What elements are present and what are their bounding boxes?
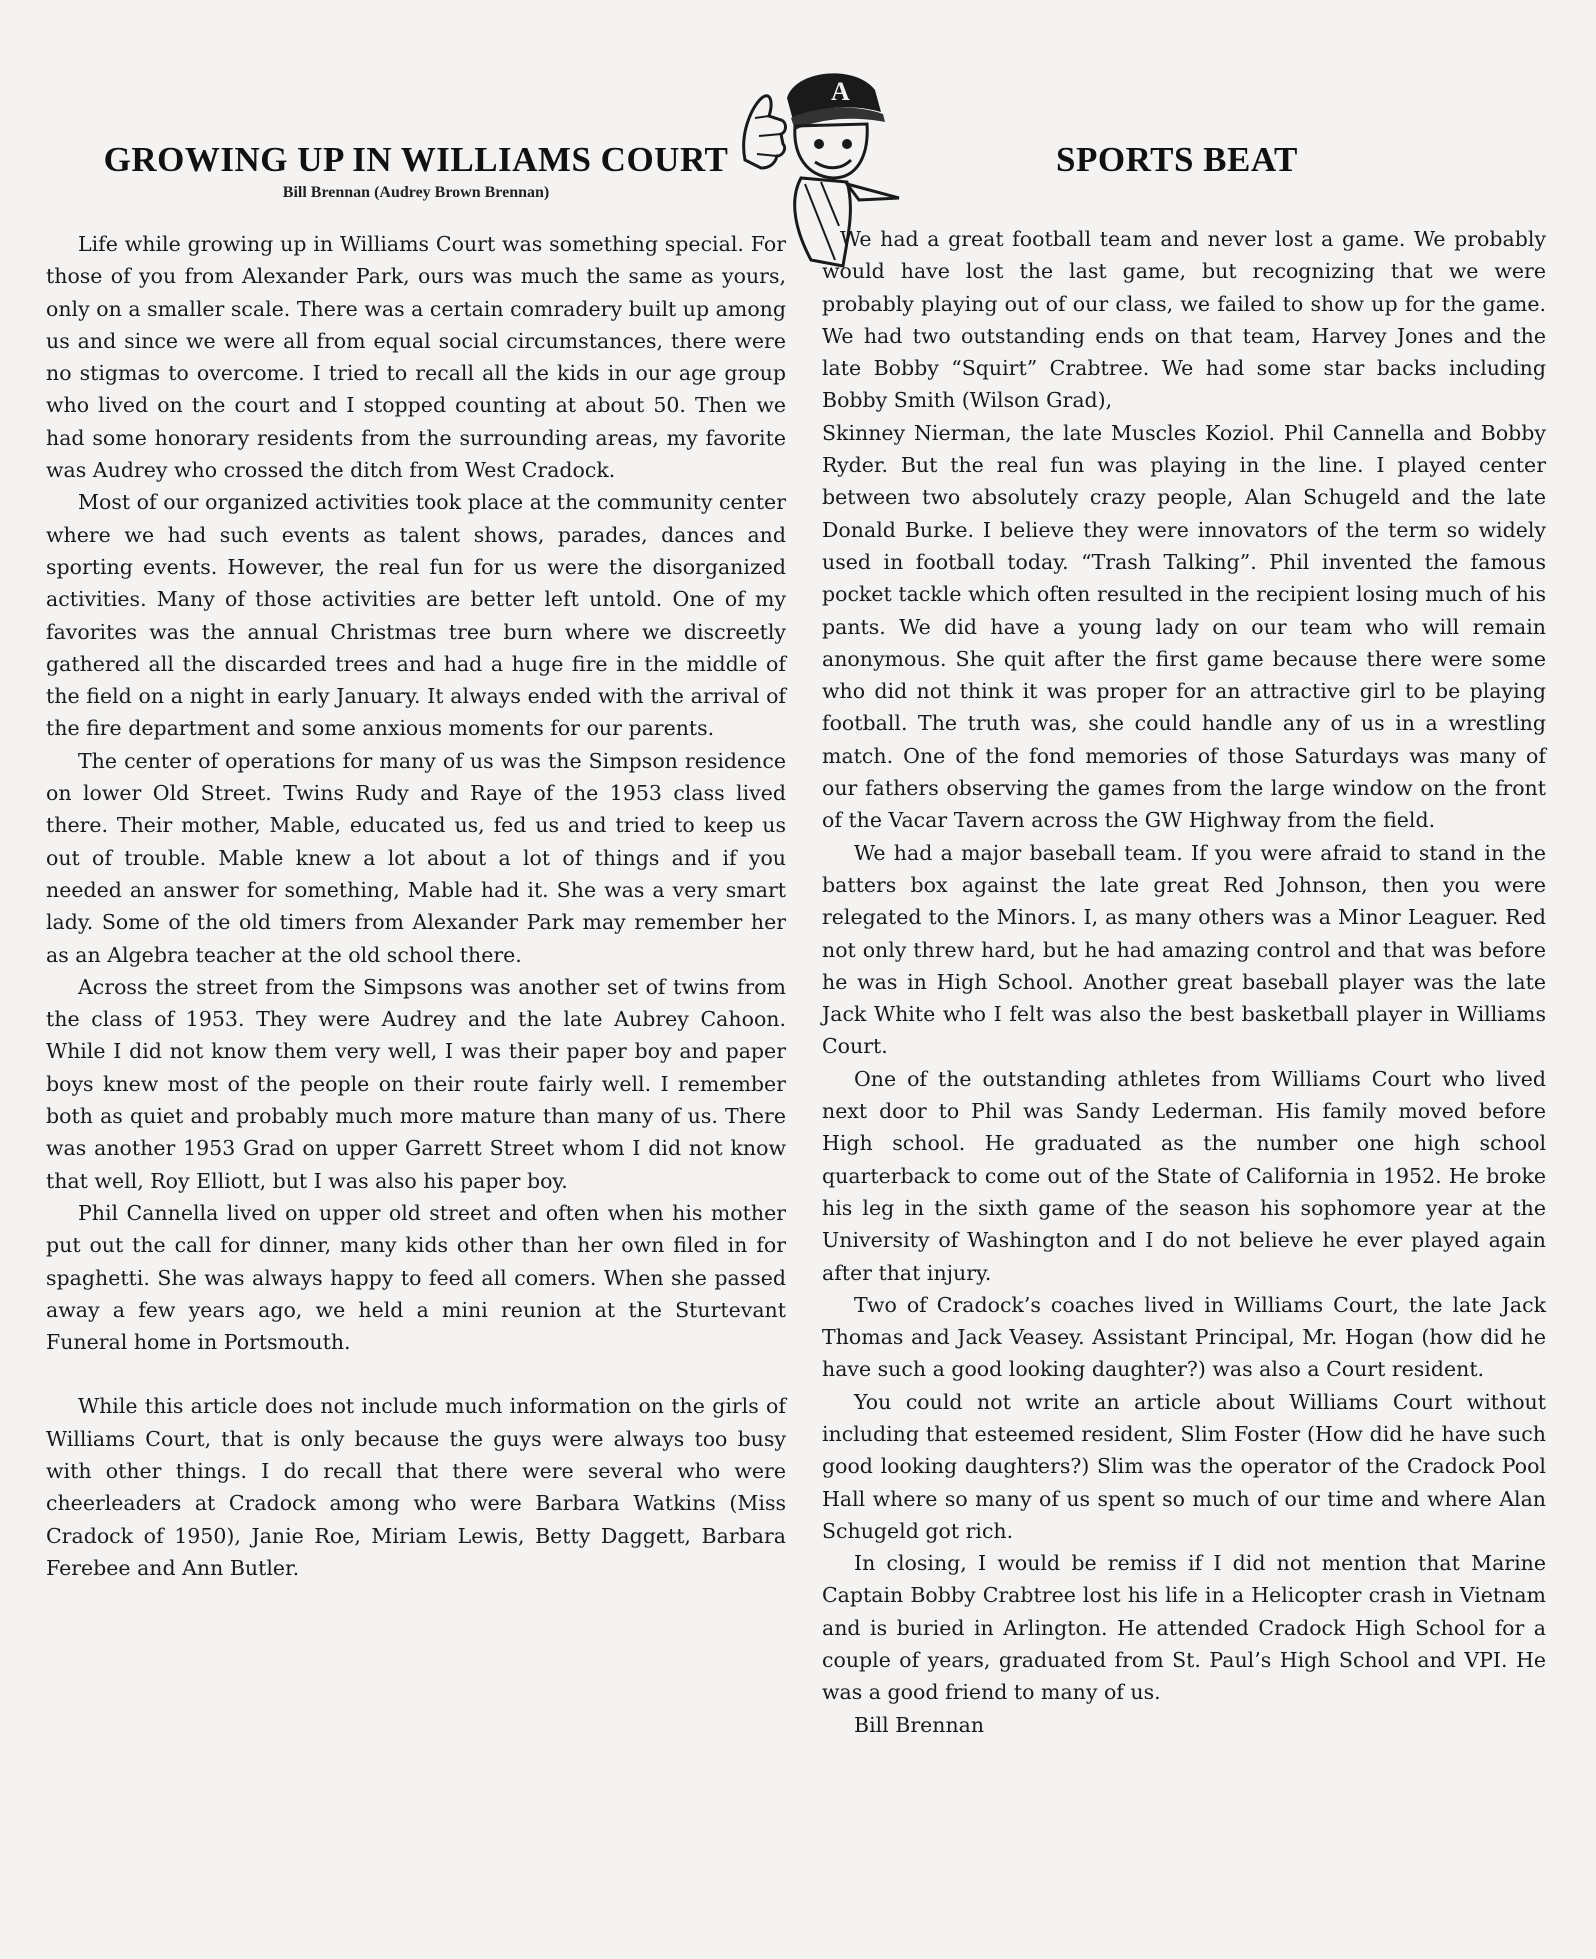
paragraph: Across the street from the Simpsons was another set of twins from the class of 1953. They were Audrey and the late Aubrey Cahoon. While I did not know them very well, I was their paper boy and paper boys knew most of the people on their route fairly well. I remember both as quiet and probably much more mature than many of us. There was another 1953 Grad on upper Garrett Street whom I did not know that well, Roy Elliott, but I was also his paper boy.: [46, 974, 786, 1193]
paragraph: The center of operations for many of us was the Simpson residence on lower Old Street. Twins Rudy and Raye of the 1953 class lived there. Their mother, Mable, educated us, fed us and tried to keep us out of trouble. Mable knew a lot about a lot of things and if you needed an answer for something, Mable had it. She was a very smart lady. Some of the old timers from Alexander Park may remember her as an Algebra teacher at the old school there.: [46, 748, 786, 967]
paragraph: Skinney Nierman, the late Muscles Koziol. Phil Cannella and Bobby Ryder. But the real fun was playing in the line. I played center between two absolutely crazy people, Alan Schugeld and the late Donald Burke. I believe they were innovators of the term so widely used in football today. “Trash Talking”. Phil invented the famous pocket tackle which often resulted in the recipient losing much of his pants. We did have a young lady on our team who will remain anonymous. She quit after the first game because there were some who did not think it was proper for an attractive girl to be playing football. The truth was, she could handle any of us in a wrestling match. One of the fond memories of those Saturdays was many of our fathers observing the games from the large window on the front of the Vacar Tavern across the GW Highway from the field.: [822, 420, 1546, 833]
article-title: SPORTS BEAT: [1056, 140, 1298, 179]
paragraph: Most of our organized activities took place at the community center where we had such events as talent shows, parades, dances and sporting events. However, the real fun for us were the disorganized activities. Many of those activities are better left untold. One of my favorites was the annual Christmas tree burn where we discreetly gathered all the discarded trees and had a huge fire in the middle of the field on a night in early January. It always ended with the arrival of the fire department and some anxious moments for our parents.: [46, 490, 786, 741]
paragraph: One of the outstanding athletes from Williams Court who lived next door to Phil was Sandy Lederman. His family moved before High school. He graduated as the number one high school quarterback to come out of the State of California in 1952. He broke his leg in the sixth game of the season his sophomore year at the University of Washington and I do not believe he ever played again after that injury.: [822, 1066, 1546, 1285]
paragraph: In closing, I would be remiss if I did not mention that Marine Captain Bobby Crabtree lost his life in a Helicopter crash in Vietnam and is buried in Arlington. He attended Cradock High School for a couple of years, graduated from St. Paul’s High School and VPI. He was a good friend to many of us.: [822, 1551, 1546, 1705]
logo-letter: A: [831, 77, 850, 106]
paragraph: Two of Cradock’s coaches lived in Williams Court, the late Jack Thomas and Jack Veasey. Assistant Principal, Mr. Hogan (how did he have such a good looking daughter?) was also a Court resident.: [822, 1292, 1546, 1382]
paragraph: Phil Cannella lived on upper old street and often when his mother put out the call for dinner, many kids other than her own filed in for spaghetti. She was always happy to feed all comers. When she passed away a few years ago, we held a mini reunion at the Sturtevant Funeral home in Portsmouth.: [46, 1200, 786, 1355]
paragraph: You could not write an article about Williams Court without including that esteemed resident, Slim Foster (How did he have such good looking daughters?) Slim was the operator of the Cradock Pool Hall where so many of us spent so much of our time and where Alan Schugeld got rich.: [822, 1389, 1546, 1543]
paragraph: Life while growing up in Williams Court was something special. For those of you from Alexander Park, ours was much the same as yours, only on a smaller scale. There was a certain comradery built up among us and since we were all from equal social circumstances, there were no stigmas to overcome. I tried to recall all the kids in our age group who lived on the court and I stopped counting at about 50. Then we had some honorary residents from the surrounding areas, my favorite was Audrey who crossed the ditch from West Cradock.: [46, 232, 786, 483]
article-growing-up: [46, 140, 786, 1584]
paragraph: We had a great football team and never lost a game. We probably would have lost the last game, but recognizing that we were probably playing out of our class, we failed to show up for the game. We had two outstanding ends on that team, Harvey Jones and the late Bobby “Squirt” Crabtree. We had some star backs including Bobby Smith (Wilson Grad),: [822, 227, 1546, 413]
article-sports-beat: [822, 140, 1546, 1741]
paragraph: We had a major baseball team. If you were afraid to stand in the batters box against the late great Red Johnson, then you were relegated to the Minors. I, as many others was a Minor Leaguer. Red not only threw hard, but he had amazing control and that was before he was in High School. Another great baseball player was the late Jack White who I felt was also the best basketball player in Williams Court.: [822, 840, 1546, 1059]
article-body: [822, 223, 1546, 1741]
article-byline: Bill Brennan (Audrey Brown Brennan): [282, 184, 550, 201]
article-body: [46, 228, 786, 1584]
paragraph: While this article does not include much information on the girls of Williams Court, that is only because the guys were always too busy with other things. I do recall that there were several who were cheerleaders at Cradock among who were Barbara Watkins (Miss Cradock of 1950), Janie Roe, Miriam Lewis, Betty Daggett, Barbara Ferebee and Ann Butler.: [46, 1394, 786, 1580]
article-title: GROWING UP IN WILLIAMS COURT: [103, 140, 729, 179]
signature: Bill Brennan: [854, 1712, 985, 1737]
